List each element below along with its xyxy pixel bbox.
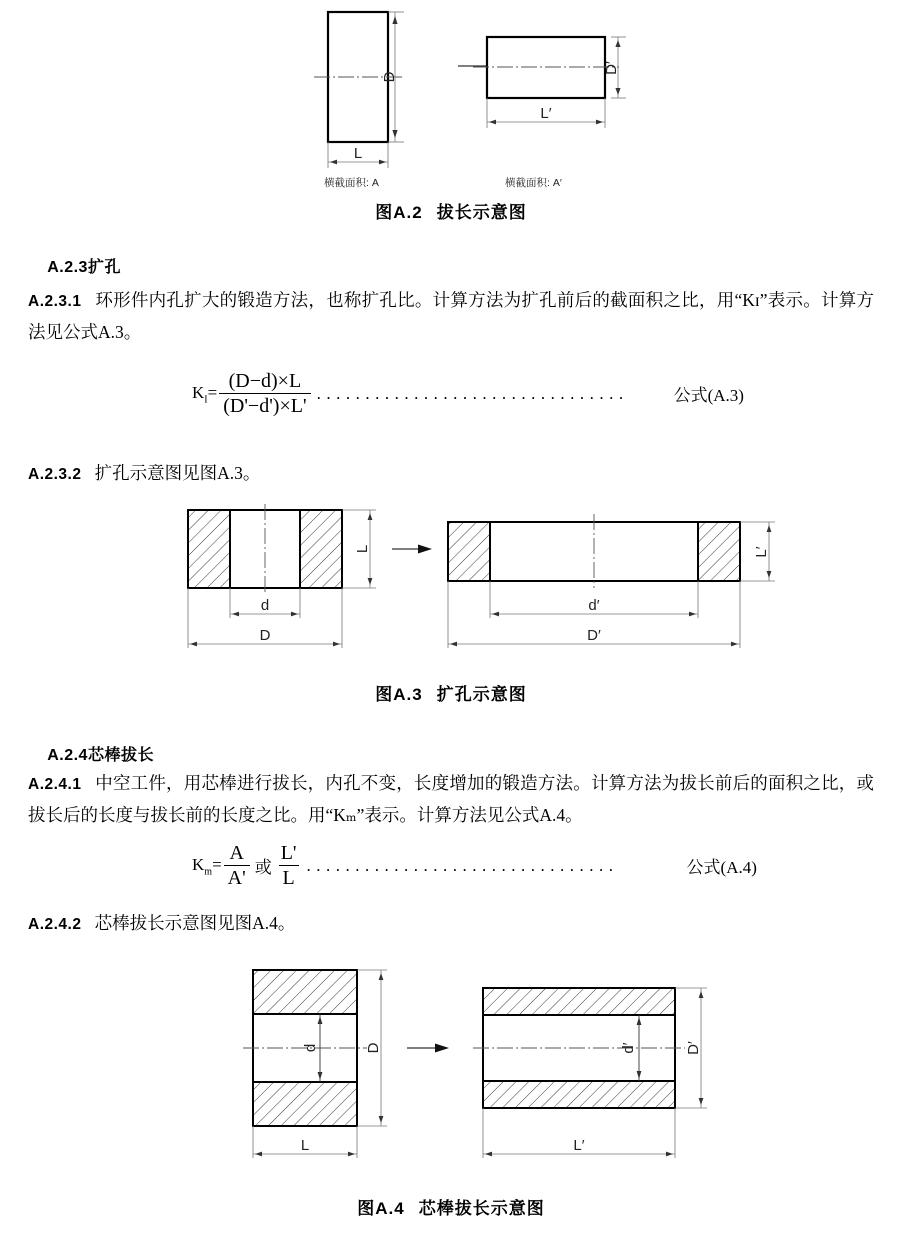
- figure-a3-right-dim-d-arrow-right: [689, 612, 696, 617]
- figure-a3-right-dim-D-arrow-right: [731, 642, 738, 647]
- figure-a3-left-dim-d-arrow-left: [232, 612, 239, 617]
- paragraph-a232-text: 扩孔示意图见图A.3。: [94, 463, 261, 483]
- figure-a4-right-dim-L-arrow-right: [666, 1152, 673, 1157]
- figure-a2-left-dim-d-arrow-top: [392, 16, 397, 24]
- figure-a2-right-dim-l-arrow-right: [596, 120, 603, 125]
- figure-a4-caption: [0, 1194, 902, 1219]
- formula-a4-symbol: $K_m=$: [192, 854, 222, 878]
- figure-a2-right-dim-d-arrow-bottom: [615, 88, 620, 95]
- figure-a4-caption-title: 芯棒拔长示意图: [418, 1199, 545, 1218]
- formula-a3-numerator: (D−d)×L: [228, 370, 302, 392]
- paragraph-a242-number: A.2.4.2: [28, 916, 82, 933]
- figure-a3-left-dim-D-arrow-right: [333, 642, 340, 647]
- figure-a4-left-wall-top: [253, 970, 357, 1014]
- figure-a2: [300, 0, 660, 189]
- figure-a3-left-dim-d-arrow-right: [291, 612, 298, 617]
- figure-a4-left-dim-L-arrow-left: [255, 1152, 262, 1157]
- figure-a3-caption: [0, 680, 902, 705]
- formula-a4: [192, 842, 852, 890]
- figure-a2-left-note: 横截面积: A: [324, 177, 379, 189]
- paragraph-a231-number: A.2.3.1: [28, 293, 82, 310]
- figure-a2-caption: [0, 198, 902, 223]
- formula-a4-numerator-1: A: [229, 842, 244, 864]
- heading-a24-title: 芯棒拔长: [87, 747, 154, 764]
- figure-a3-left-wall-left: [188, 510, 230, 588]
- figure-a4-right-label-L: L′: [573, 1137, 585, 1154]
- figure-a2-right-label-d: D′: [603, 61, 620, 75]
- figure-a2-caption-label: 图A.2: [375, 203, 423, 222]
- figure-a4-left-part: [243, 970, 387, 1158]
- figure-a4-arrow-head: [435, 1044, 449, 1053]
- formula-a4-denominator-2: L: [279, 865, 299, 889]
- paragraph-a242-text: 芯棒拔长示意图见图A.4。: [94, 913, 296, 933]
- formula-a3-symbol: $K_I=$: [192, 382, 218, 406]
- figure-a2-caption-title: 拔长示意图: [436, 203, 527, 222]
- figure-a4-right-part: [473, 988, 707, 1158]
- formula-a4-denominator-1: A': [224, 865, 250, 889]
- figure-a3-right-wall-right: [698, 522, 740, 581]
- figure-a3-right-dim-d-arrow-left: [492, 612, 499, 617]
- figure-a2-left-dim-d-arrow-bottom: [392, 130, 397, 138]
- figure-a3-right-label-D: D′: [587, 627, 601, 644]
- formula-a4-label: 公式(A.4): [686, 858, 757, 878]
- figure-a3-right-wall-left: [448, 522, 490, 581]
- formula-a4-fraction-2: [277, 842, 301, 890]
- figure-a3-left-dim-l-arrow-top: [368, 513, 373, 520]
- figure-a4: [235, 955, 725, 1170]
- figure-a3-left-part: [188, 504, 376, 648]
- figure-a4-right-wall-bottom: [483, 1081, 675, 1108]
- paragraph-a232-number: A.2.3.2: [28, 466, 82, 483]
- paragraph-a231: [28, 285, 874, 347]
- figure-a3-left-label-D: D: [259, 627, 271, 644]
- figure-a4-caption-label: 图A.4: [357, 1199, 405, 1218]
- figure-a2-left-dim-l-arrow-left: [330, 160, 337, 165]
- heading-a23-title: 扩孔: [87, 259, 121, 276]
- figure-a3-caption-label: 图A.3: [375, 685, 423, 704]
- figure-a4-right-dim-D-arrow-top: [699, 991, 704, 998]
- figure-a2-left-label-l: L: [353, 145, 363, 162]
- paragraph-a231-text: 环形件内孔扩大的锻造方法，也称扩孔比。计算方法为扩孔前后的截面积之比，用“Kɪ”表示。计算方法见公式A.3。: [28, 290, 874, 342]
- figure-a2-right-dim-l-arrow-left: [489, 120, 496, 125]
- figure-a3-right-label-d: d′: [588, 597, 600, 614]
- figure-a2-right-label-l: L′: [540, 105, 552, 122]
- figure-a4-right-label-d: d′: [620, 1042, 637, 1054]
- figure-a4-right-wall-top: [483, 988, 675, 1015]
- figure-a2-right-note: 横截面积: A′: [505, 177, 562, 189]
- figure-a2-right-block: [487, 37, 605, 98]
- figure-a2-right-dim-d-arrow-top: [615, 40, 620, 47]
- figure-a4-right-label-D: D′: [685, 1041, 702, 1055]
- figure-a3-right-dim-l-arrow-top: [767, 525, 772, 532]
- paragraph-a242: [28, 908, 874, 940]
- formula-a3: [192, 370, 852, 418]
- formula-a4-numerator-2: L': [280, 842, 297, 864]
- formula-a3-fraction: [219, 370, 310, 418]
- paragraph-a232: [28, 458, 874, 490]
- figure-a3-right-dim-D-arrow-left: [450, 642, 457, 647]
- paragraph-a241: [28, 768, 874, 830]
- figure-a3-left-label-d: d: [260, 597, 270, 614]
- figure-a3-right-dim-l-arrow-bot: [767, 571, 772, 578]
- figure-a3-right-part: [448, 514, 775, 648]
- formula-a4-conjunction: 或: [254, 858, 272, 878]
- figure-a3-caption-title: 扩孔示意图: [436, 685, 527, 704]
- figure-a4-right-dim-D-arrow-bot: [699, 1098, 704, 1105]
- paragraph-a241-number: A.2.4.1: [28, 776, 82, 793]
- formula-a4-leader: ................................: [306, 855, 619, 875]
- heading-a24-number: A.2.4: [47, 747, 88, 764]
- heading-a23-number: A.2.3: [47, 259, 88, 276]
- figure-a4-left-label-d: d: [302, 1043, 319, 1053]
- figure-a4-left-wall-bottom: [253, 1082, 357, 1126]
- formula-a3-denominator: (D'−d')×L': [219, 393, 310, 417]
- paragraph-a241-text: 中空工件，用芯棒进行拔长，内孔不变，长度增加的锻造方法。计算方法为拔长前后的面积之比，或拔长后的长度与拔长前的长度之比。用“Kₘ”表示。计算方法见公式A.4。: [28, 773, 875, 825]
- figure-a4-left-dim-D-arrow-bot: [379, 1116, 384, 1123]
- figure-a4-left-dim-L-arrow-right: [348, 1152, 355, 1157]
- figure-a3-arrow-head: [418, 545, 432, 554]
- figure-a3-left-label-l: L: [354, 544, 371, 554]
- figure-a3-left-dim-D-arrow-left: [190, 642, 197, 647]
- figure-a4-left-label-L: L: [300, 1137, 310, 1154]
- figure-a3-left-wall-right: [300, 510, 342, 588]
- figure-a2-left-label-d: D: [381, 71, 398, 83]
- figure-a2-left-dim-l-arrow-right: [379, 160, 386, 165]
- formula-a4-fraction-1: [224, 842, 250, 890]
- figure-a4-left-dim-D-arrow-top: [379, 973, 384, 980]
- figure-a4-right-dim-L-arrow-left: [485, 1152, 492, 1157]
- formula-a3-leader: ................................: [316, 383, 629, 403]
- figure-a3: [180, 500, 800, 660]
- figure-a3-right-label-l: L′: [753, 546, 770, 558]
- figure-a4-left-label-D: D: [365, 1042, 382, 1054]
- formula-a3-label: 公式(A.3): [673, 386, 744, 406]
- figure-a3-left-dim-l-arrow-bot: [368, 578, 373, 585]
